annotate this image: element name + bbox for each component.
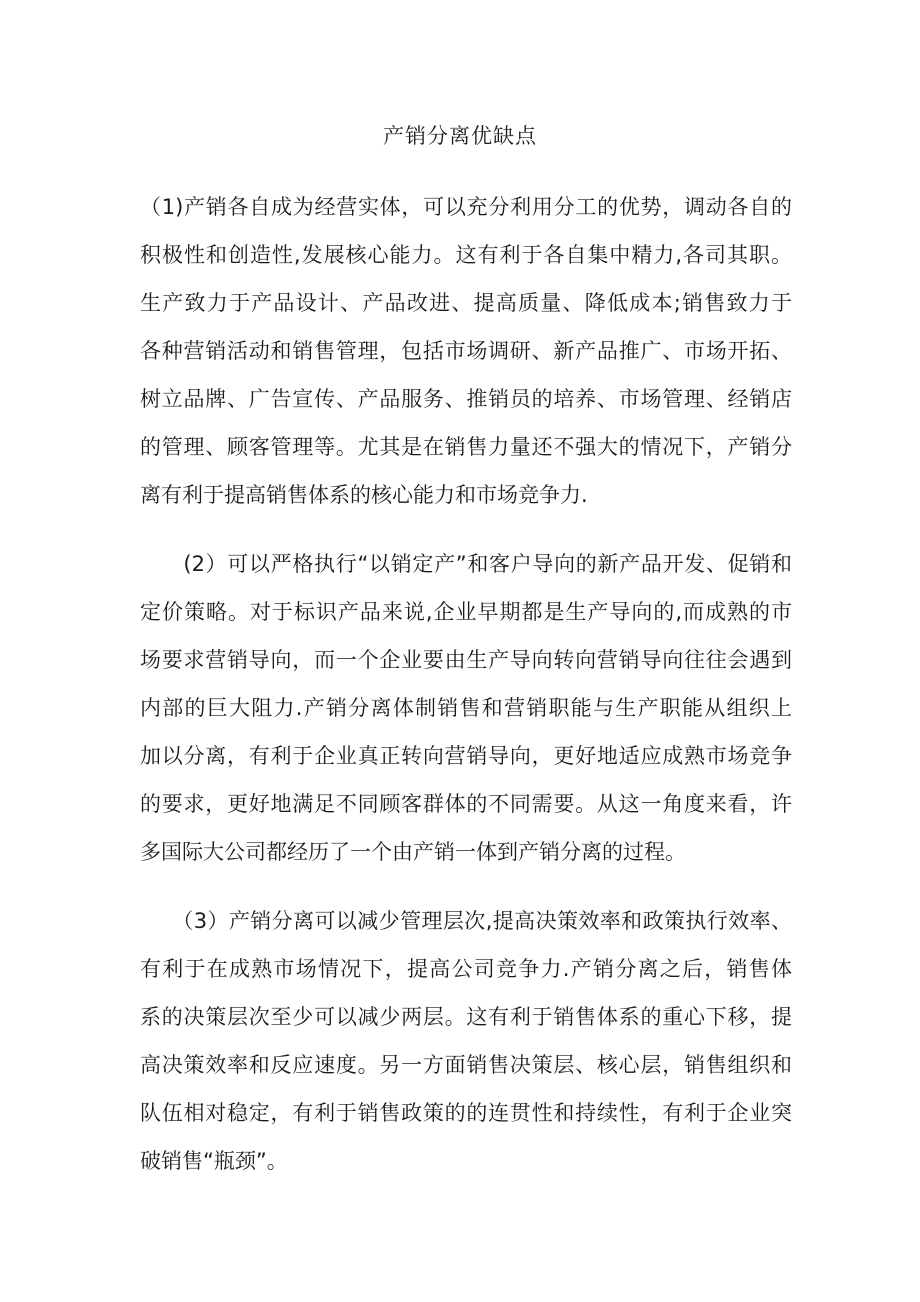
paragraph-line: 积极性和创造性,发展核心能力。这有利于各自集中精力,各司其职。	[140, 243, 792, 267]
paragraph-line: 多国际大公司都经历了一个由产销一体到产销分离的过程。	[140, 840, 686, 864]
paragraph-line: 的管理、顾客管理等。尤其是在销售力量还不强大的情况下，产销分	[140, 435, 792, 459]
paragraph-line: 高决策效率和反应速度。另一方面销售决策层、核心层，销售组织和	[140, 1053, 792, 1077]
paragraph-line: 生产致力于产品设计、产品改进、提高质量、降低成本;销售致力于	[140, 291, 792, 315]
paragraph-3	[140, 897, 792, 1185]
paragraph-line: 场要求营销导向，而一个企业要由生产导向转向营销导向往往会遇到	[140, 648, 792, 672]
paragraph-line: 离有利于提高销售体系的核心能力和市场竞争力.	[140, 483, 588, 507]
paragraph-line: 破销售“瓶颈”。	[140, 1149, 288, 1173]
paragraph-1	[140, 183, 792, 519]
paragraph-line: 系的决策层次至少可以减少两层。这有利于销售体系的重心下移，提	[140, 1005, 792, 1029]
paragraph-line: 队伍相对稳定，有利于销售政策的的连贯性和持续性，有利于企业突	[140, 1101, 792, 1125]
document-title: 产销分离优缺点	[383, 124, 537, 148]
paragraph-line: 定价策略。对于标识产品来说,企业早期都是生产导向的,而成熟的市	[140, 600, 792, 624]
paragraph-2	[140, 540, 792, 876]
paragraph-line: 加以分离，有利于企业真正转向营销导向，更好地适应成熟市场竞争	[140, 744, 792, 768]
paragraph-line: （1)产销各自成为经营实体，可以充分利用分工的优势，调动各自的	[140, 195, 792, 219]
paragraph-line: 内部的巨大阻力.产销分离体制销售和营销职能与生产职能从组织上	[140, 696, 792, 720]
paragraph-line: (2）可以严格执行“以销定产”和客户导向的新产品开发、促销和	[140, 552, 792, 576]
paragraph-line: 有利于在成熟市场情况下，提高公司竞争力.产销分离之后，销售体	[140, 957, 792, 981]
paragraph-line: 各种营销活动和销售管理，包括市场调研、新产品推广、市场开拓、	[140, 339, 792, 363]
paragraph-line: （3）产销分离可以减少管理层次,提高决策效率和政策执行效率、	[140, 909, 792, 933]
paragraph-line: 树立品牌、广告宣传、产品服务、推销员的培养、市场管理、经销店	[140, 387, 792, 411]
paragraph-line: 的要求，更好地满足不同顾客群体的不同需要。从这一角度来看，许	[140, 792, 792, 816]
